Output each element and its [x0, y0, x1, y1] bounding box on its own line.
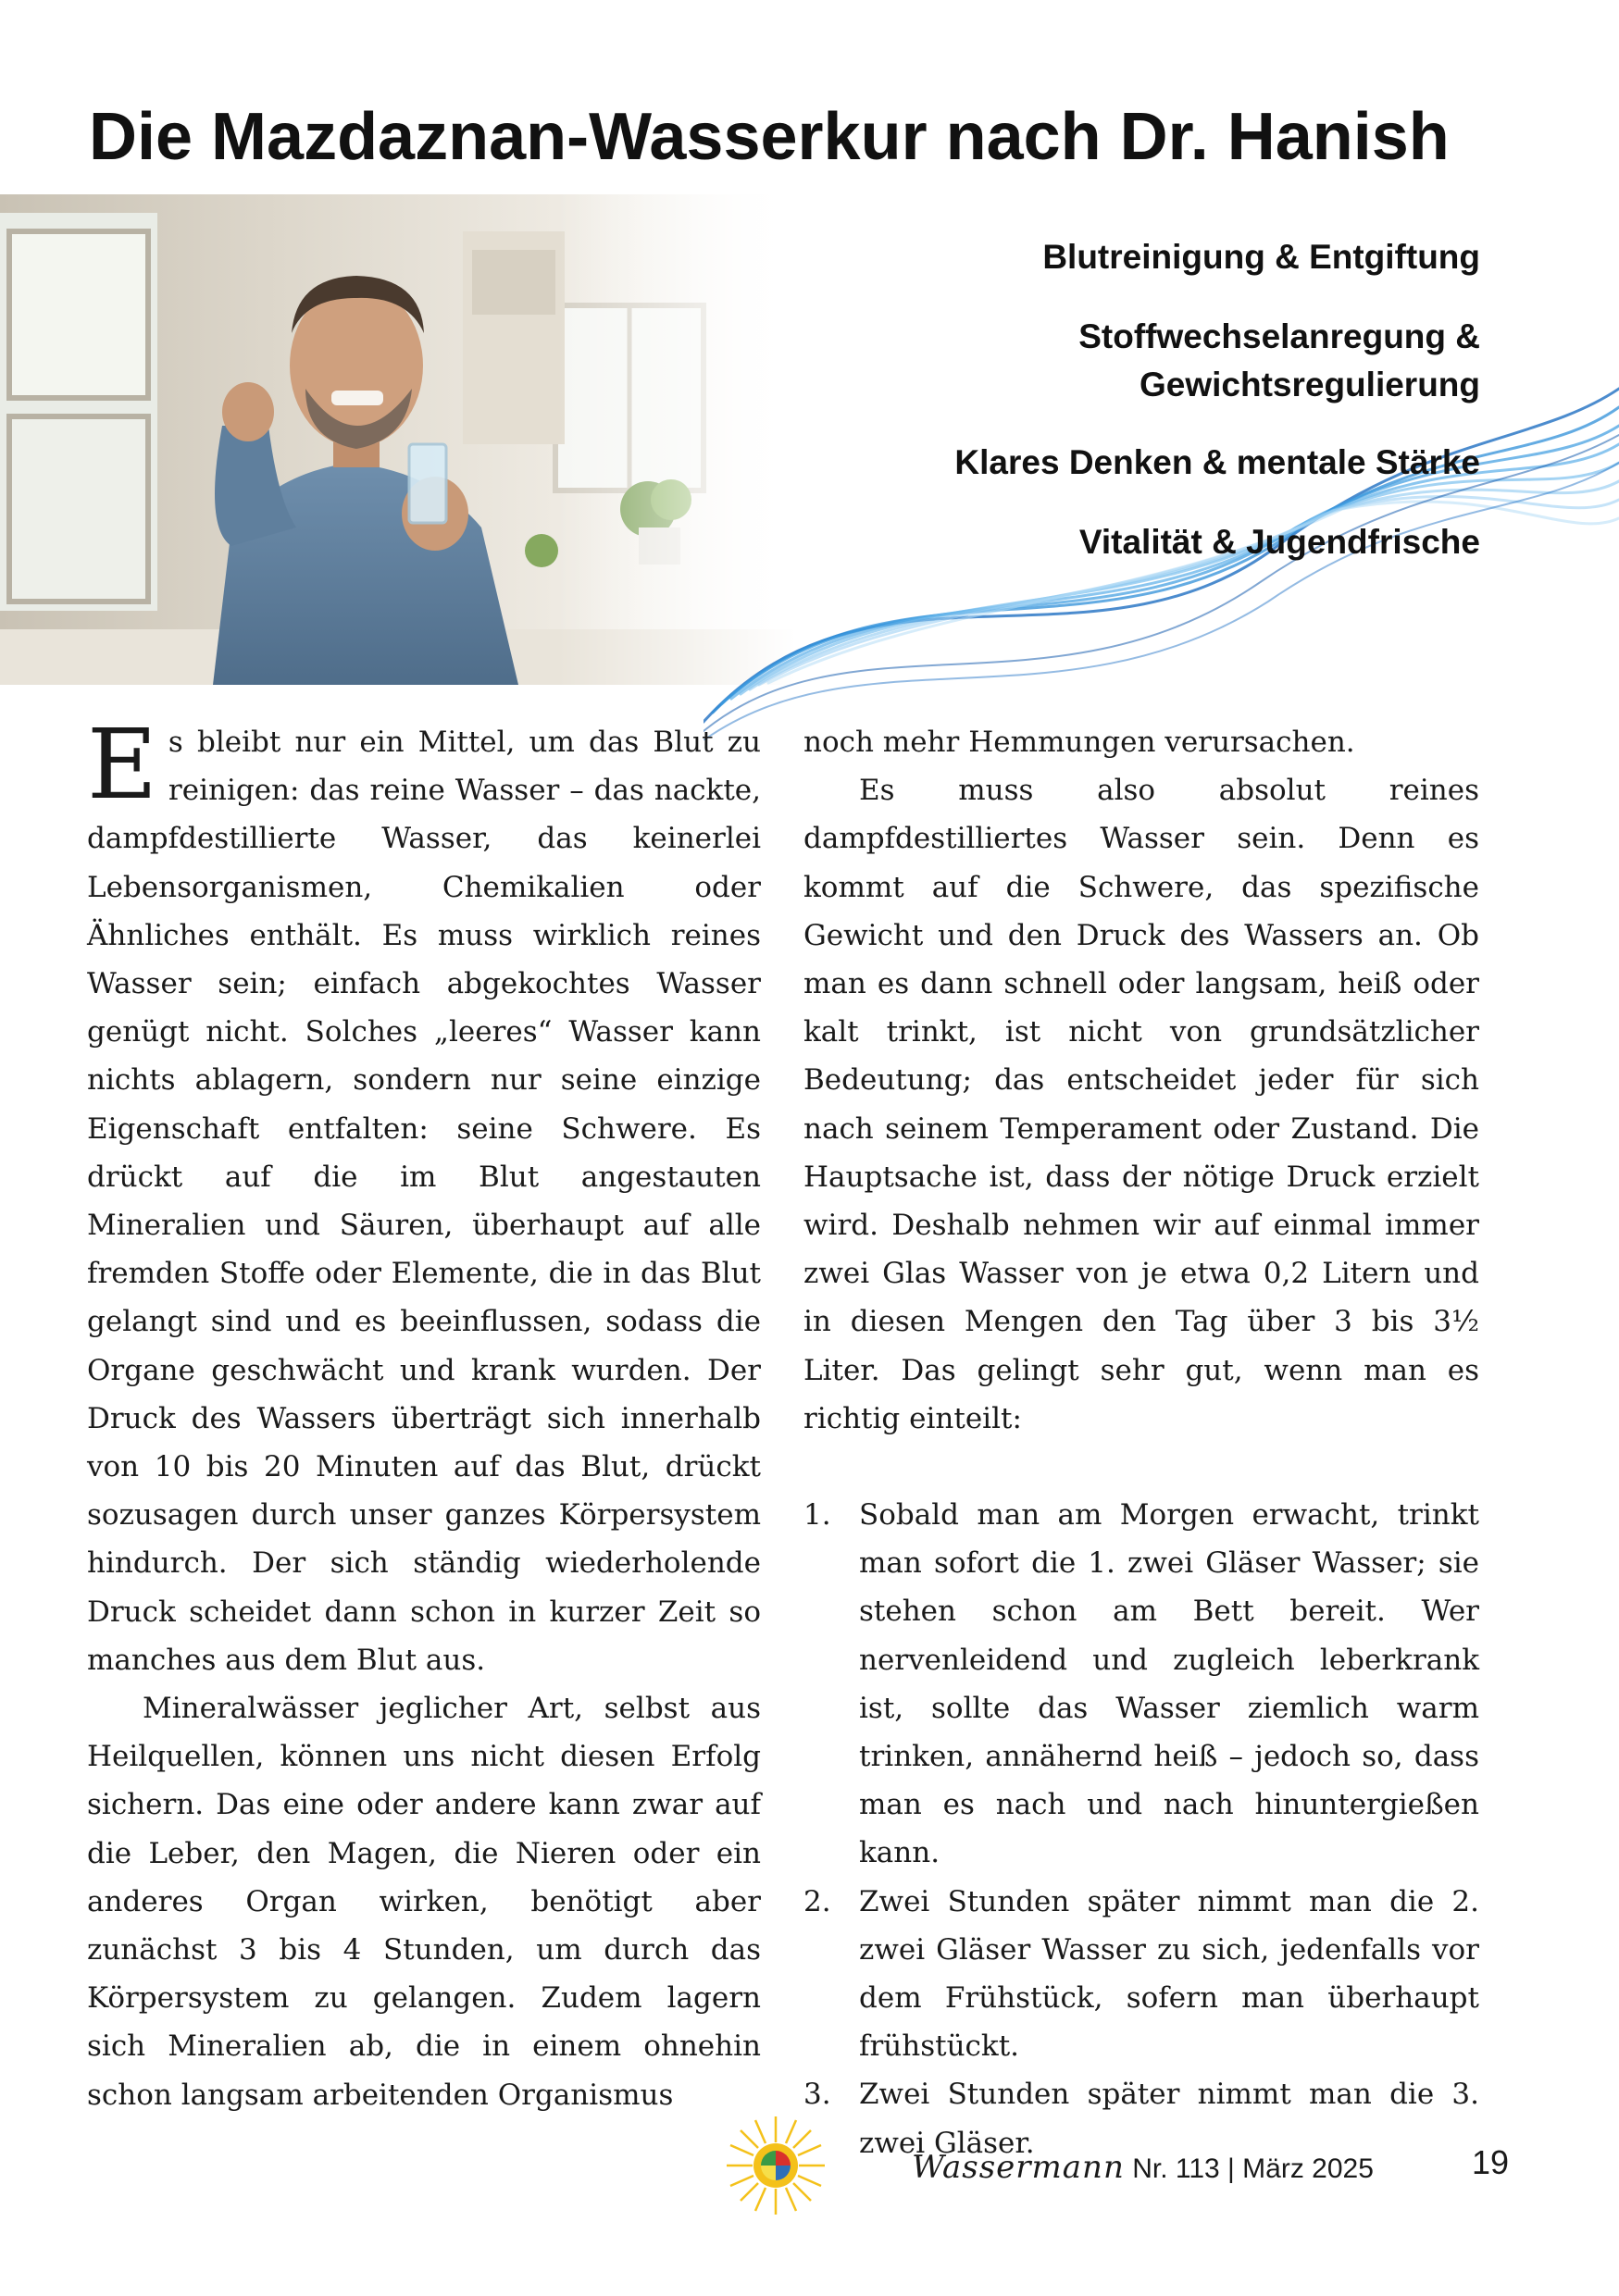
article-column-right	[803, 718, 1479, 2167]
paragraph: noch mehr Hemmungen verursachen.	[803, 726, 1355, 759]
benefit-item: Stoffwechselanregung & Gewichtsregulierung	[1078, 317, 1480, 403]
page-number: 19	[1472, 2143, 1510, 2181]
issue-info: Nr. 113 | März 2025	[1132, 2153, 1374, 2184]
numbered-list	[803, 1491, 1479, 2167]
paragraph-text: s bleibt nur ein Mittel, um das Blut zu reinigen: das reine Wasser – das nackte, dampfdestillierte Wasser, das keinerlei Lebensorganismen, Chemikalien oder Ähnliches enthält. Es muss wirklich reines Wasser sein; einfach abgekochtes Wasser genügt nicht. Solches „leeres“ Wasser kann nichts ablagern, sondern nur seine einzige Eigenschaft entfalten: seine Schwere. Es drückt auf die im Blut angestauten Mineralien und Säuren, überhaupt auf alle fremden Stoffe oder Elemente, die in das Blut gelangt sind und es beeinflussen, sodass die Organe geschwächt und krank wurden. Der Druck des Wassers überträgt sich innerhalb von 10 bis 20 Minuten auf das Blut, drückt sozusagen durch unser ganzes Körpersystem hindurch. Der sich ständig wiederholende Druck scheidet dann schon in kurzer Zeit so manches aus dem Blut aus.	[87, 726, 761, 1677]
list-number: 3.	[803, 2078, 831, 2112]
list-text: Zwei Stunden später nimmt man die 3. zwei Gläser.	[859, 2078, 1479, 2160]
sun-logo-icon	[725, 2115, 827, 2216]
magazine-name: Wassermann	[912, 2149, 1125, 2186]
paragraph: Es muss also absolut reines dampfdestilliertes Wasser sein. Denn es kommt auf die Schwere, das spezifische Gewicht und den Druck des Wassers an. Ob man es dann schnell oder langsam, heiß oder kalt trinkt, ist nicht von grundsätzlicher Bedeutung; das entscheidet jeder für sich nach seinem Temperament oder Zustand. Die Hauptsache ist, dass der nötige Druck erzielt wird. Deshalb nehmen wir auf einmal immer zwei Glas Wasser von je etwa 0,2 Litern und in diesen Mengen den Tag über 3 bis 3½ Liter. Das gelingt sehr gut, wenn man es richtig einteilt:	[803, 774, 1479, 1435]
list-text: Sobald man am Morgen erwacht, trinkt man sofort die 1. zwei Gläser Wasser; sie stehen schon am Bett bereit. Wer nervenleidend und zugleich leberkrank ist, sollte das Wasser ziemlich warm trinken, annähernd heiß – jedoch so, dass man es nach und nach hinuntergießen kann.	[859, 1498, 1479, 1870]
benefit-item: Klares Denken & mentale Stärke	[954, 443, 1480, 481]
list-item	[803, 1878, 1479, 2071]
benefits-list	[777, 233, 1480, 598]
list-number: 1.	[803, 1498, 831, 1533]
footer	[912, 2149, 1374, 2186]
man-with-water-photo	[0, 194, 796, 685]
list-text: Zwei Stunden später nimmt man die 2. zwei Gläser Wasser zu sich, jedenfalls vor dem Frühstück, sofern man überhaupt frühstückt.	[859, 1884, 1479, 2064]
list-item	[803, 1491, 1479, 1878]
article-column-left	[87, 708, 761, 2119]
benefit-item: Blutreinigung & Entgiftung	[1042, 238, 1480, 276]
page-title: Die Mazdaznan-Wasserkur nach Dr. Hanish	[89, 100, 1450, 174]
list-number: 2.	[803, 1884, 831, 1918]
paragraph: Mineralwässer jeglicher Art, selbst aus Heilquellen, können uns nicht diesen Erfolg sichern. Das eine oder andere kann zwar auf die Leber, den Magen, die Nieren oder ein anderes Organ wirken, benötigt aber zunächst 3 bis 4 Stunden, um durch das Körpersystem zu gelangen. Zudem lagern sich Mineralien ab, die in einem ohnehin schon langsam arbeitenden Organismus	[87, 1692, 761, 2112]
benefit-item: Vitalität & Jugendfrische	[1078, 523, 1480, 561]
drop-cap: E	[87, 708, 157, 821]
photo-illustration	[0, 194, 796, 685]
spacer	[803, 1443, 1479, 1491]
paragraph	[87, 708, 761, 1684]
